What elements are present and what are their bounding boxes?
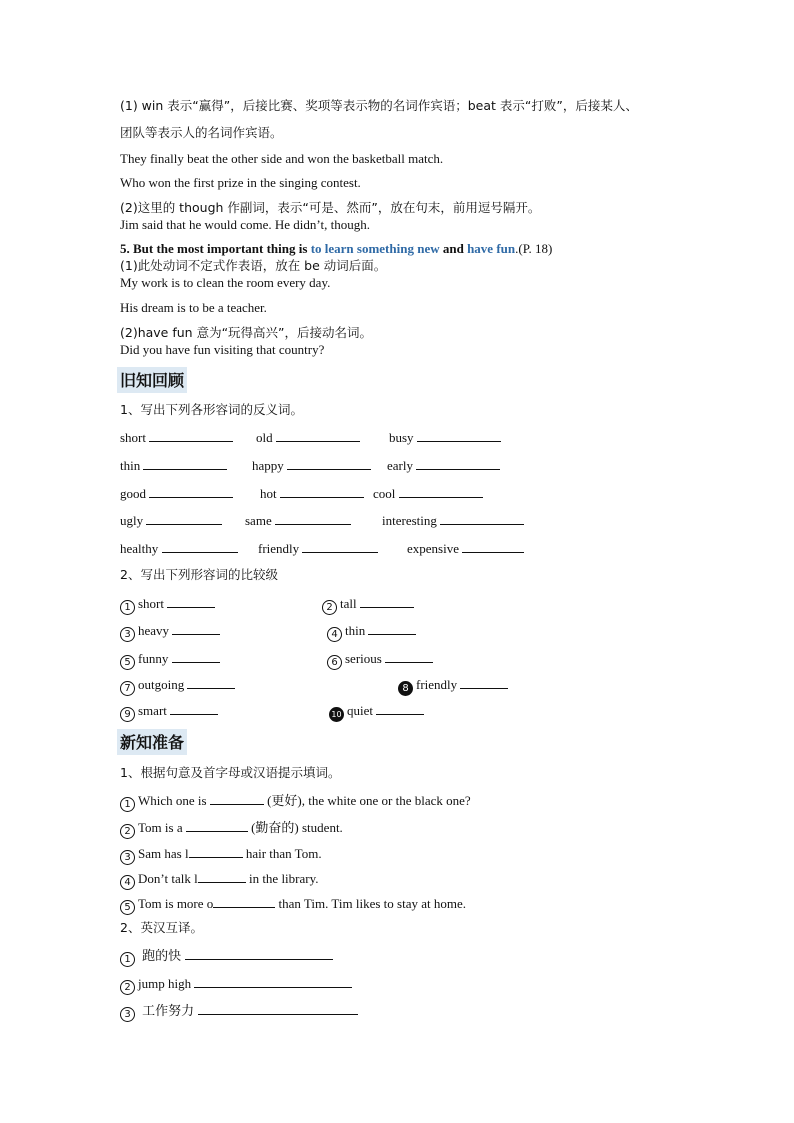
antonym-item: early <box>387 457 500 474</box>
comparative-item: 3 heavy <box>120 622 220 642</box>
answer-blank[interactable] <box>275 512 351 525</box>
antonym-item: interesting <box>382 512 524 529</box>
comparative-item: 2 tall <box>322 595 414 615</box>
translate-item: 1 跑的快 <box>120 947 333 967</box>
answer-blank[interactable] <box>189 845 243 858</box>
circled-number: 9 <box>120 707 135 722</box>
circled-number: 5 <box>120 655 135 670</box>
comparative-item: 1 short <box>120 595 215 615</box>
translate-item: 2 jump high <box>120 975 352 995</box>
antonym-item: good <box>120 485 233 502</box>
circled-number: 7 <box>120 681 135 696</box>
key-sentence-and: and <box>439 241 468 256</box>
circled-number: 1 <box>120 952 135 967</box>
comparative-item: 4 thin <box>327 622 416 642</box>
note-have-fun: (2)have fun 意为“玩得高兴”，后接动名词。 <box>120 325 373 340</box>
answer-blank[interactable] <box>146 512 222 525</box>
example-sentence: Jim said that he would come. He didn’t, though. <box>120 217 370 232</box>
answer-blank[interactable] <box>368 622 416 635</box>
comparative-item: 9 smart <box>120 702 218 722</box>
answer-blank[interactable] <box>187 676 235 689</box>
review-question-2: 2、写出下列形容词的比较级 <box>120 567 278 582</box>
comparative-item: 8 friendly <box>398 676 508 696</box>
antonym-item: old <box>256 429 360 446</box>
fill-item: 3 Sam has l hair than Tom. <box>120 845 322 865</box>
answer-blank[interactable] <box>213 895 275 908</box>
note-though: (2)这里的 though 作副词，表示“可是、然而”，放在句末，前用逗号隔开。 <box>120 200 541 215</box>
antonym-item: ugly <box>120 512 222 529</box>
antonym-item: healthy <box>120 540 238 557</box>
key-phrase-learn: to learn something new <box>310 241 440 256</box>
circled-number: 3 <box>120 1007 135 1022</box>
fill-item: 5 Tom is more o than Tim. Tim likes to stay at home. <box>120 895 466 915</box>
fill-item: 2 Tom is a (勤奋的) student. <box>120 819 343 839</box>
answer-blank[interactable] <box>210 792 264 805</box>
antonym-item: happy <box>252 457 371 474</box>
answer-blank[interactable] <box>170 702 218 715</box>
answer-blank[interactable] <box>460 676 508 689</box>
circled-number: 5 <box>120 900 135 915</box>
example-sentence: My work is to clean the room every day. <box>120 275 331 290</box>
section-heading-review: 旧知回顾 <box>117 367 187 393</box>
antonym-item: short <box>120 429 233 446</box>
prep-question-1: 1、根据句意及首字母或汉语提示填词。 <box>120 765 341 780</box>
antonym-item: thin <box>120 457 227 474</box>
circled-number: 2 <box>120 824 135 839</box>
answer-blank[interactable] <box>185 947 333 960</box>
circled-number: 8 <box>398 681 413 696</box>
answer-blank[interactable] <box>440 512 524 525</box>
circled-number: 2 <box>322 600 337 615</box>
example-sentence: They finally beat the other side and won the basketball match. <box>120 151 444 166</box>
example-sentence: His dream is to be a teacher. <box>120 300 267 315</box>
answer-blank[interactable] <box>194 975 352 988</box>
answer-blank[interactable] <box>416 457 500 470</box>
example-sentence: Who won the first prize in the singing contest. <box>120 175 361 190</box>
answer-blank[interactable] <box>376 702 424 715</box>
answer-blank[interactable] <box>198 1002 358 1015</box>
answer-blank[interactable] <box>143 457 227 470</box>
antonym-item: hot <box>260 485 364 502</box>
key-phrase-fun: have fun <box>467 241 516 256</box>
fill-item: 4 Don’t talk l in the library. <box>120 870 319 890</box>
answer-blank[interactable] <box>149 429 233 442</box>
note-infinitive: (1)此处动词不定式作表语，放在 be 动词后面。 <box>120 258 387 273</box>
answer-blank[interactable] <box>302 540 378 553</box>
circled-number: 2 <box>120 980 135 995</box>
antonym-item: cool <box>373 485 483 502</box>
answer-blank[interactable] <box>167 595 215 608</box>
note-win-beat-line2: 团队等表示人的名词作宾语。 <box>120 125 283 140</box>
answer-blank[interactable] <box>462 540 524 553</box>
fill-item: 1 Which one is (更好), the white one or the black one? <box>120 792 471 812</box>
antonym-item: expensive <box>407 540 524 557</box>
review-question-1: 1、写出下列各形容词的反义词。 <box>120 402 303 417</box>
circled-number: 4 <box>327 627 342 642</box>
answer-blank[interactable] <box>399 485 483 498</box>
circled-number: 3 <box>120 850 135 865</box>
answer-blank[interactable] <box>172 622 220 635</box>
comparative-item: 10 quiet <box>329 702 424 722</box>
answer-blank[interactable] <box>186 819 248 832</box>
answer-blank[interactable] <box>162 540 238 553</box>
section-heading-prep: 新知准备 <box>117 729 187 755</box>
answer-blank[interactable] <box>280 485 364 498</box>
circled-number: 10 <box>329 707 344 722</box>
antonym-item: same <box>245 512 351 529</box>
comparative-item: 7 outgoing <box>120 676 235 696</box>
circled-number: 6 <box>327 655 342 670</box>
antonym-item: busy <box>389 429 501 446</box>
circled-number: 3 <box>120 627 135 642</box>
key-sentence-prefix: 5. But the most important thing is <box>120 241 311 256</box>
key-sentence-5 <box>120 241 552 257</box>
prep-question-2: 2、英汉互译。 <box>120 920 203 935</box>
antonym-item: friendly <box>258 540 378 557</box>
comparative-item: 5 funny <box>120 650 220 670</box>
comparative-item: 6 serious <box>327 650 433 670</box>
answer-blank[interactable] <box>360 595 414 608</box>
answer-blank[interactable] <box>276 429 360 442</box>
translate-item: 3 工作努力 <box>120 1002 358 1022</box>
answer-blank[interactable] <box>198 870 246 883</box>
answer-blank[interactable] <box>172 650 220 663</box>
circled-number: 1 <box>120 797 135 812</box>
circled-number: 4 <box>120 875 135 890</box>
circled-number: 1 <box>120 600 135 615</box>
answer-blank[interactable] <box>149 485 233 498</box>
answer-blank[interactable] <box>385 650 433 663</box>
page-ref: .(P. 18) <box>515 241 553 256</box>
answer-blank[interactable] <box>417 429 501 442</box>
example-sentence: Did you have fun visiting that country? <box>120 342 325 357</box>
answer-blank[interactable] <box>287 457 371 470</box>
note-win-beat-line1: (1) win 表示“赢得”，后接比赛、奖项等表示物的名词作宾语；beat 表示“打败”，后接某人、 <box>120 98 638 113</box>
